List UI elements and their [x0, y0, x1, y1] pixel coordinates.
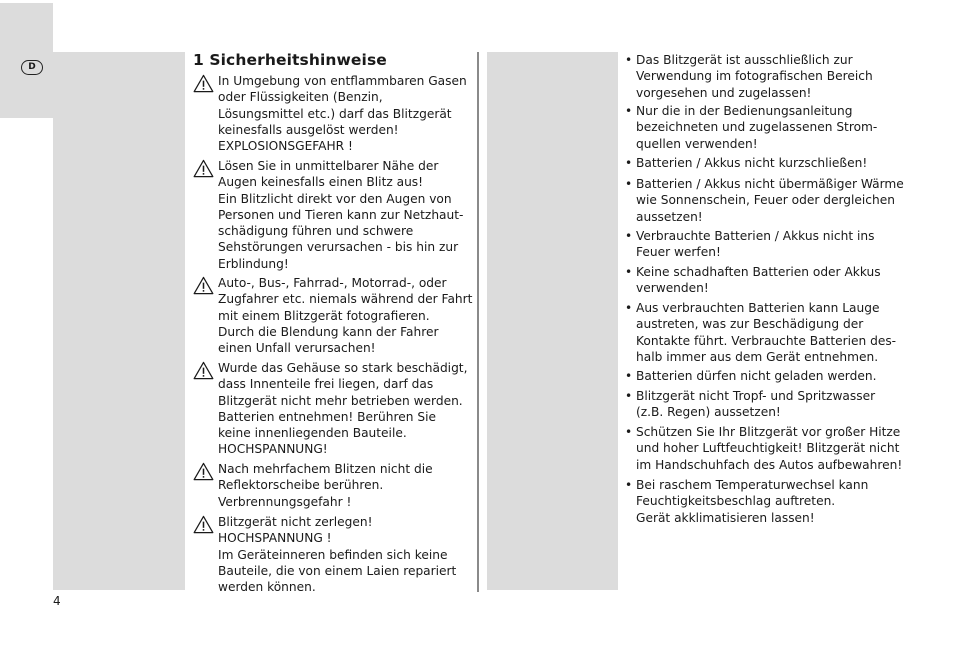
list-item-text: Bei raschem Temperaturwechsel kann Feuchtigkeitsbeschlag auftreten. Gerät akklimatisieren lassen!: [636, 478, 869, 525]
list-item-text: Schützen Sie Ihr Blitzgerät vor großer Hitze und hoher Luftfeuchtigkeit! Blitzgerät nicht im Handschuhfach des Autos aufbewahren!: [636, 425, 903, 472]
section-title: 1 Sicherheitshinweise: [193, 51, 387, 69]
bullet-icon: •: [625, 425, 633, 439]
bullet-icon: •: [625, 177, 633, 191]
bullet-icon: •: [625, 389, 633, 403]
list-item-text: Batterien / Akkus nicht kurzschließen!: [636, 156, 868, 170]
warning-text: Auto-, Bus-, Fahrrad-, Motorrad-, oder Zugfahrer etc. niemals während der Fahrt mit einem Blitzgerät fotografieren. Durch die Blendung kann der Fahrer einen Unfall verursachen!: [218, 276, 473, 356]
list-item-text: Batterien / Akkus nicht übermäßiger Wärme wie Sonnenschein, Feuer oder dergleichen aussetzen!: [636, 177, 904, 224]
bullet-icon: •: [625, 369, 633, 383]
warning-triangle-icon: [193, 159, 214, 178]
list-item-text: Das Blitzgerät ist ausschließlich zur Verwendung im fotografischen Bereich vorgesehen und zugelassen!: [636, 53, 873, 100]
language-badge: D: [21, 60, 43, 75]
warning-triangle-icon: [193, 74, 214, 93]
list-item-text: Nur die in der Bedienungsanleitung bezeichneten und zugelassenen Strom- quellen verwenden!: [636, 104, 878, 151]
bullet-icon: •: [625, 229, 633, 243]
list-item-text: Verbrauchte Batterien / Akkus nicht ins Feuer werfen!: [636, 229, 875, 260]
bullet-icon: •: [625, 104, 633, 118]
list-item-text: Batterien dürfen nicht geladen werden.: [636, 369, 877, 383]
list-item-text: Blitzgerät nicht Tropf- und Spritzwasser (z.B. Regen) aussetzen!: [636, 389, 876, 420]
warning-triangle-icon: [193, 361, 214, 380]
bullet-icon: •: [625, 156, 633, 170]
bullet-icon: •: [625, 53, 633, 67]
left-gray-column: [53, 52, 185, 590]
list-item-text: Aus verbrauchten Batterien kann Lauge austreten, was zur Beschädigung der Kontakte führt. Verbrauchte Batterien des- halb immer aus dem Gerät entnehmen.: [636, 301, 897, 364]
warning-text: Nach mehrfachem Blitzen nicht die Reflektorscheibe berühren. Verbrennungsgefahr !: [218, 462, 433, 509]
right-gray-column: [487, 52, 618, 590]
bullet-icon: •: [625, 301, 633, 315]
warning-triangle-icon: [193, 462, 214, 481]
warning-text: Lösen Sie in unmittelbarer Nähe der Augen keinesfalls einen Blitz aus! Ein Blitzlicht direkt vor den Augen von Personen und Tieren kann zur Netzhaut- schädigung führen und schwere Sehstörungen verursachen - bis hin zur Erblindung!: [218, 159, 464, 271]
bullet-icon: •: [625, 265, 633, 279]
bullet-icon: •: [625, 478, 633, 492]
warning-triangle-icon: [193, 515, 214, 534]
warning-text: Wurde das Gehäuse so stark beschädigt, dass Innenteile frei liegen, darf das Blitzgerät nicht mehr betrieben werden. Batterien entnehmen! Berühren Sie keine innenliegenden Bauteile. HOCHSPANNUNG!: [218, 361, 468, 457]
warning-text: In Umgebung von entflammbaren Gasen oder Flüssigkeiten (Benzin, Lösungsmittel etc.) darf das Blitzgerät keinesfalls ausgelöst werden! EXPLOSIONSGEFAHR !: [218, 74, 467, 154]
list-item-text: Keine schadhaften Batterien oder Akkus verwenden!: [636, 265, 881, 296]
warning-text: Blitzgerät nicht zerlegen! HOCHSPANNUNG ! Im Geräteinneren befinden sich keine Bauteile, die von einem Laien repariert werden können.: [218, 515, 457, 595]
warning-triangle-icon: [193, 276, 214, 295]
page-number: 4: [53, 594, 61, 608]
